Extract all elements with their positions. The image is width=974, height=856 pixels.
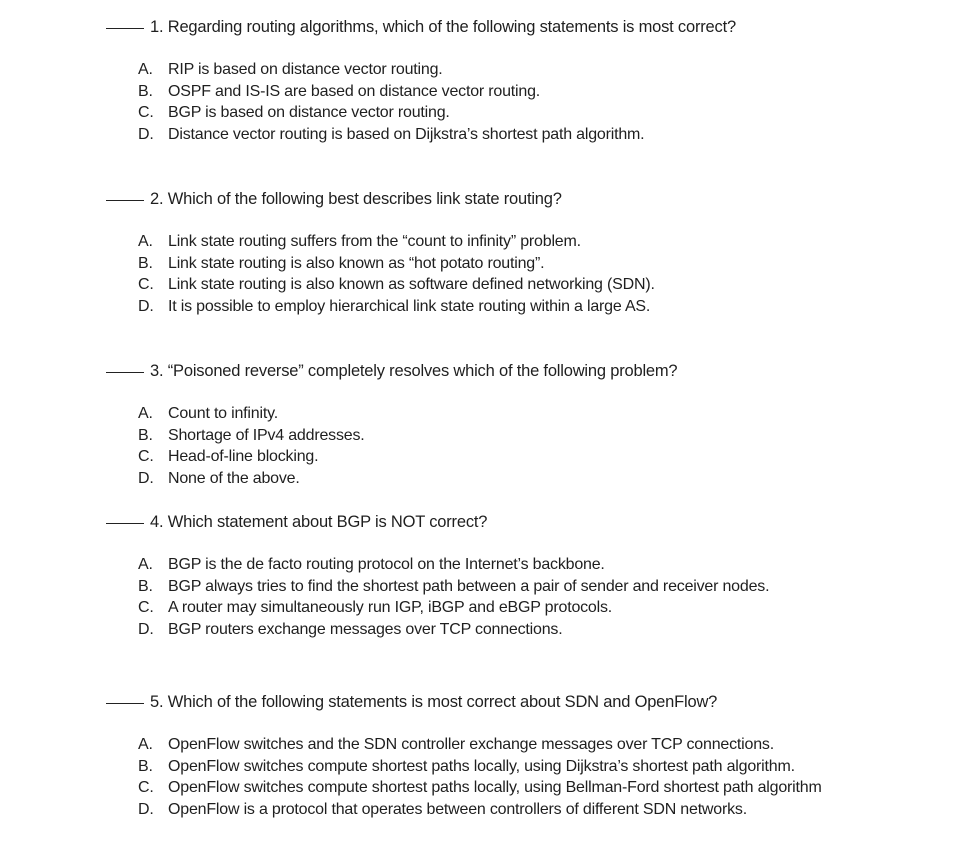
answer-blank[interactable]: [106, 372, 144, 373]
option-c: [138, 102, 966, 124]
option-b: [138, 253, 966, 275]
option-d: [138, 468, 966, 490]
option-text: OSPF and IS-IS are based on distance vector routing.: [168, 82, 541, 100]
option-letter: B.: [138, 577, 153, 595]
question-text: 5. Which of the following statements is most correct about SDN and OpenFlow?: [150, 693, 718, 711]
option-a: [138, 231, 966, 253]
option-d: [138, 124, 966, 146]
option-letter: A.: [138, 736, 153, 753]
option-list: [138, 554, 966, 640]
option-text: BGP is based on distance vector routing.: [168, 104, 450, 121]
option-text: OpenFlow switches compute shortest paths locally, using Dijkstra’s shortest path algorithm.: [168, 757, 795, 775]
option-letter: B.: [138, 757, 153, 775]
option-a: [138, 554, 966, 576]
option-letter: C.: [138, 779, 154, 796]
option-letter: A.: [138, 556, 153, 573]
option-text: Shortage of IPv4 addresses.: [168, 426, 365, 444]
option-b: [138, 576, 966, 598]
question-text: 2. Which of the following best describes link state routing?: [150, 190, 562, 208]
option-a: [138, 59, 966, 81]
question-stem: [106, 17, 966, 37]
question-4: [106, 512, 966, 640]
option-text: Link state routing suffers from the “count to infinity” problem.: [168, 233, 581, 250]
option-text: OpenFlow switches compute shortest paths locally, using Bellman-Ford shortest path algorithm: [168, 779, 822, 796]
option-text: Link state routing is also known as software defined networking (SDN).: [168, 276, 655, 293]
question-stem: [106, 692, 966, 712]
option-b: [138, 425, 966, 447]
option-letter: B.: [138, 426, 153, 444]
option-text: None of the above.: [168, 469, 300, 487]
option-text: Count to infinity.: [168, 405, 278, 422]
option-letter: D.: [138, 469, 154, 487]
question-1: [106, 17, 966, 145]
question-5: [106, 692, 966, 820]
option-c: [138, 446, 966, 468]
option-letter: D.: [138, 800, 154, 818]
question-stem: [106, 512, 966, 532]
option-letter: A.: [138, 61, 153, 78]
option-letter: B.: [138, 82, 153, 100]
answer-blank[interactable]: [106, 523, 144, 524]
option-text: RIP is based on distance vector routing.: [168, 61, 443, 78]
option-letter: A.: [138, 405, 153, 422]
question-text: 1. Regarding routing algorithms, which of the following statements is most correct?: [150, 18, 736, 36]
option-letter: C.: [138, 448, 154, 465]
option-c: [138, 274, 966, 296]
option-letter: D.: [138, 297, 154, 315]
option-text: Distance vector routing is based on Dijkstra’s shortest path algorithm.: [168, 125, 645, 143]
option-text: Link state routing is also known as “hot potato routing”.: [168, 254, 545, 272]
option-c: [138, 777, 966, 799]
option-list: [138, 59, 966, 145]
answer-blank[interactable]: [106, 200, 144, 201]
option-c: [138, 597, 966, 619]
answer-blank[interactable]: [106, 703, 144, 704]
question-3: [106, 361, 966, 489]
option-d: [138, 296, 966, 318]
option-text: Head-of-line blocking.: [168, 448, 319, 465]
option-d: [138, 799, 966, 821]
option-b: [138, 81, 966, 103]
question-stem: [106, 361, 966, 381]
answer-blank[interactable]: [106, 28, 144, 29]
option-a: [138, 403, 966, 425]
option-letter: C.: [138, 276, 154, 293]
question-text: 3. “Poisoned reverse” completely resolves which of the following problem?: [150, 362, 678, 380]
option-d: [138, 619, 966, 641]
option-letter: B.: [138, 254, 153, 272]
option-list: [138, 403, 966, 489]
option-letter: A.: [138, 233, 153, 250]
question-text: 4. Which statement about BGP is NOT correct?: [150, 513, 488, 531]
question-2: [106, 189, 966, 317]
option-letter: C.: [138, 104, 154, 121]
option-text: OpenFlow is a protocol that operates between controllers of different SDN networks.: [168, 800, 747, 818]
question-stem: [106, 189, 966, 209]
option-letter: C.: [138, 599, 154, 616]
option-text: A router may simultaneously run IGP, iBGP and eBGP protocols.: [168, 599, 613, 616]
option-list: [138, 231, 966, 317]
option-text: It is possible to employ hierarchical link state routing within a large AS.: [168, 297, 651, 315]
option-a: [138, 734, 966, 756]
option-letter: D.: [138, 125, 154, 143]
option-text: BGP routers exchange messages over TCP connections.: [168, 620, 563, 638]
option-text: BGP always tries to find the shortest path between a pair of sender and receiver nodes.: [168, 577, 770, 595]
option-list: [138, 734, 966, 820]
option-letter: D.: [138, 620, 154, 638]
option-text: OpenFlow switches and the SDN controller exchange messages over TCP connections.: [168, 736, 774, 753]
option-text: BGP is the de facto routing protocol on the Internet’s backbone.: [168, 556, 605, 573]
option-b: [138, 756, 966, 778]
